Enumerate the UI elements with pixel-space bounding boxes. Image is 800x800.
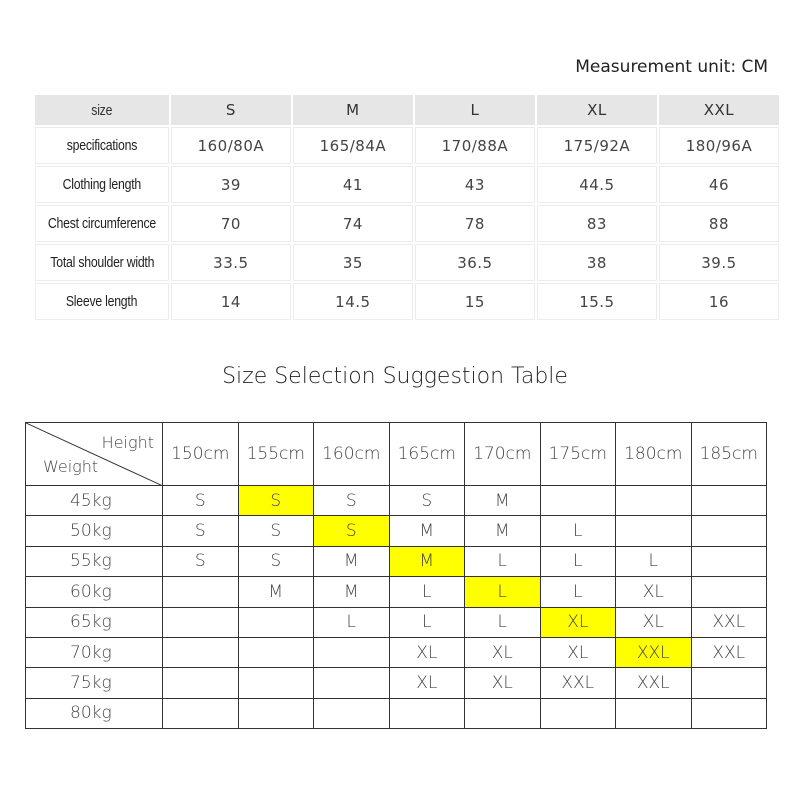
size-cell: M xyxy=(314,577,390,607)
weight-label-cell: 50kg xyxy=(26,516,163,546)
weight-label-cell: 45kg xyxy=(26,486,163,516)
height-header-cell: 180cm xyxy=(616,423,692,486)
table-cell: 83 xyxy=(537,205,657,242)
size-suggestion-table xyxy=(25,422,767,729)
size-cell xyxy=(238,607,314,637)
size-cell: XL xyxy=(616,607,692,637)
weight-label-cell: 55kg xyxy=(26,546,163,576)
table-row xyxy=(26,637,767,667)
measurement-row-chest-circumference xyxy=(35,205,779,242)
table-cell: 175/92A xyxy=(537,127,657,164)
header-cell-m: M xyxy=(293,95,413,125)
table-cell: 70 xyxy=(171,205,291,242)
size-cell xyxy=(163,668,239,698)
size-cell: L xyxy=(314,607,390,637)
recommended-size-cell: S xyxy=(314,516,390,546)
table-row xyxy=(26,577,767,607)
height-header-cell: 150cm xyxy=(163,423,239,486)
table-cell: 39 xyxy=(171,166,291,203)
suggestion-table-title: Size Selection Suggestion Table xyxy=(222,364,568,389)
table-cell: 46 xyxy=(659,166,779,203)
header-cell-xl: XL xyxy=(537,95,657,125)
header-cell-xxl: XXL xyxy=(659,95,779,125)
size-cell xyxy=(691,577,767,607)
size-cell: L xyxy=(389,607,465,637)
size-cell: XL xyxy=(389,668,465,698)
size-cell: L xyxy=(465,546,541,576)
size-cell: L xyxy=(465,607,541,637)
height-header-cell: 185cm xyxy=(691,423,767,486)
table-row xyxy=(26,698,767,728)
row-label xyxy=(35,244,169,281)
size-cell: S xyxy=(238,516,314,546)
height-header-cell: 165cm xyxy=(389,423,465,486)
measurement-header-row xyxy=(35,95,779,125)
size-cell xyxy=(238,637,314,667)
weight-label-cell: 75kg xyxy=(26,668,163,698)
table-cell: 78 xyxy=(415,205,535,242)
size-cell: XL xyxy=(465,637,541,667)
size-cell xyxy=(691,698,767,728)
measurement-row-total-shoulder-width xyxy=(35,244,779,281)
table-cell: 74 xyxy=(293,205,413,242)
header-cell-size xyxy=(35,95,169,125)
size-cell xyxy=(691,516,767,546)
size-cell: XL xyxy=(616,577,692,607)
size-cell: M xyxy=(465,516,541,546)
table-row xyxy=(26,516,767,546)
size-cell: XL xyxy=(540,637,616,667)
size-cell xyxy=(540,698,616,728)
header-size-label: size xyxy=(91,101,113,119)
weight-label-cell: 60kg xyxy=(26,577,163,607)
size-cell: XXL xyxy=(691,637,767,667)
recommended-size-cell: M xyxy=(389,546,465,576)
size-cell: M xyxy=(465,486,541,516)
table-cell: 165/84A xyxy=(293,127,413,164)
table-cell: 43 xyxy=(415,166,535,203)
measurement-row-sleeve-length xyxy=(35,283,779,320)
table-cell: 41 xyxy=(293,166,413,203)
size-cell xyxy=(616,516,692,546)
size-cell: XL xyxy=(465,668,541,698)
size-cell xyxy=(389,698,465,728)
height-header-cell: 170cm xyxy=(465,423,541,486)
table-cell: 44.5 xyxy=(537,166,657,203)
table-cell: 35 xyxy=(293,244,413,281)
measurement-row-specifications xyxy=(35,127,779,164)
size-cell: L xyxy=(540,577,616,607)
table-cell: 160/80A xyxy=(171,127,291,164)
table-cell: 38 xyxy=(537,244,657,281)
measurement-table xyxy=(33,93,781,322)
size-cell: L xyxy=(389,577,465,607)
row-label-text: Total shoulder width xyxy=(50,254,154,271)
height-axis-label: Height xyxy=(101,433,154,452)
size-cell: L xyxy=(616,546,692,576)
table-cell: 36.5 xyxy=(415,244,535,281)
size-cell: S xyxy=(163,516,239,546)
size-cell: XL xyxy=(389,637,465,667)
row-label-text: Chest circumference xyxy=(47,215,156,232)
height-header-cell: 175cm xyxy=(540,423,616,486)
table-cell: 33.5 xyxy=(171,244,291,281)
size-cell xyxy=(238,698,314,728)
row-label xyxy=(35,283,169,320)
header-cell-l: L xyxy=(415,95,535,125)
recommended-size-cell: XXL xyxy=(616,637,692,667)
table-row xyxy=(26,546,767,576)
size-cell: L xyxy=(540,546,616,576)
measurement-row-clothing-length xyxy=(35,166,779,203)
row-label xyxy=(35,205,169,242)
size-cell xyxy=(465,698,541,728)
size-cell xyxy=(163,577,239,607)
recommended-size-cell: XL xyxy=(540,607,616,637)
corner-cell xyxy=(26,423,163,486)
size-cell xyxy=(314,698,390,728)
size-cell: S xyxy=(163,486,239,516)
size-cell: M xyxy=(238,577,314,607)
size-cell xyxy=(238,668,314,698)
height-header-cell: 155cm xyxy=(238,423,314,486)
recommended-size-cell: S xyxy=(238,486,314,516)
row-label-text: specifications xyxy=(66,137,138,154)
size-cell: S xyxy=(389,486,465,516)
weight-label-cell: 80kg xyxy=(26,698,163,728)
size-cell: S xyxy=(163,546,239,576)
size-cell: XXL xyxy=(616,668,692,698)
size-cell xyxy=(691,486,767,516)
height-header-row xyxy=(26,423,767,486)
row-label xyxy=(35,127,169,164)
size-cell xyxy=(163,698,239,728)
size-cell: XXL xyxy=(540,668,616,698)
size-cell: M xyxy=(389,516,465,546)
size-cell xyxy=(616,698,692,728)
size-cell: S xyxy=(238,546,314,576)
table-cell: 180/96A xyxy=(659,127,779,164)
table-cell: 15 xyxy=(415,283,535,320)
row-label-text: Sleeve length xyxy=(66,293,138,310)
table-cell: 16 xyxy=(659,283,779,320)
size-cell xyxy=(163,607,239,637)
size-cell: L xyxy=(540,516,616,546)
size-cell xyxy=(314,668,390,698)
size-cell xyxy=(540,486,616,516)
table-row xyxy=(26,607,767,637)
table-cell: 14 xyxy=(171,283,291,320)
size-cell: S xyxy=(314,486,390,516)
table-cell: 39.5 xyxy=(659,244,779,281)
height-header-cell: 160cm xyxy=(314,423,390,486)
row-label xyxy=(35,166,169,203)
size-cell: XXL xyxy=(691,607,767,637)
size-cell: M xyxy=(314,546,390,576)
size-cell xyxy=(314,637,390,667)
table-cell: 14.5 xyxy=(293,283,413,320)
size-cell xyxy=(616,486,692,516)
size-cell xyxy=(691,546,767,576)
weight-label-cell: 70kg xyxy=(26,637,163,667)
header-cell-s: S xyxy=(171,95,291,125)
table-row xyxy=(26,668,767,698)
weight-axis-label: Weight xyxy=(43,457,99,476)
measurement-unit-label: Measurement unit: CM xyxy=(575,57,768,77)
table-cell: 170/88A xyxy=(415,127,535,164)
size-cell xyxy=(163,637,239,667)
table-cell: 88 xyxy=(659,205,779,242)
table-cell: 15.5 xyxy=(537,283,657,320)
row-label-text: Clothing length xyxy=(62,176,142,193)
table-row xyxy=(26,486,767,516)
size-cell xyxy=(691,668,767,698)
recommended-size-cell: L xyxy=(465,577,541,607)
weight-label-cell: 65kg xyxy=(26,607,163,637)
